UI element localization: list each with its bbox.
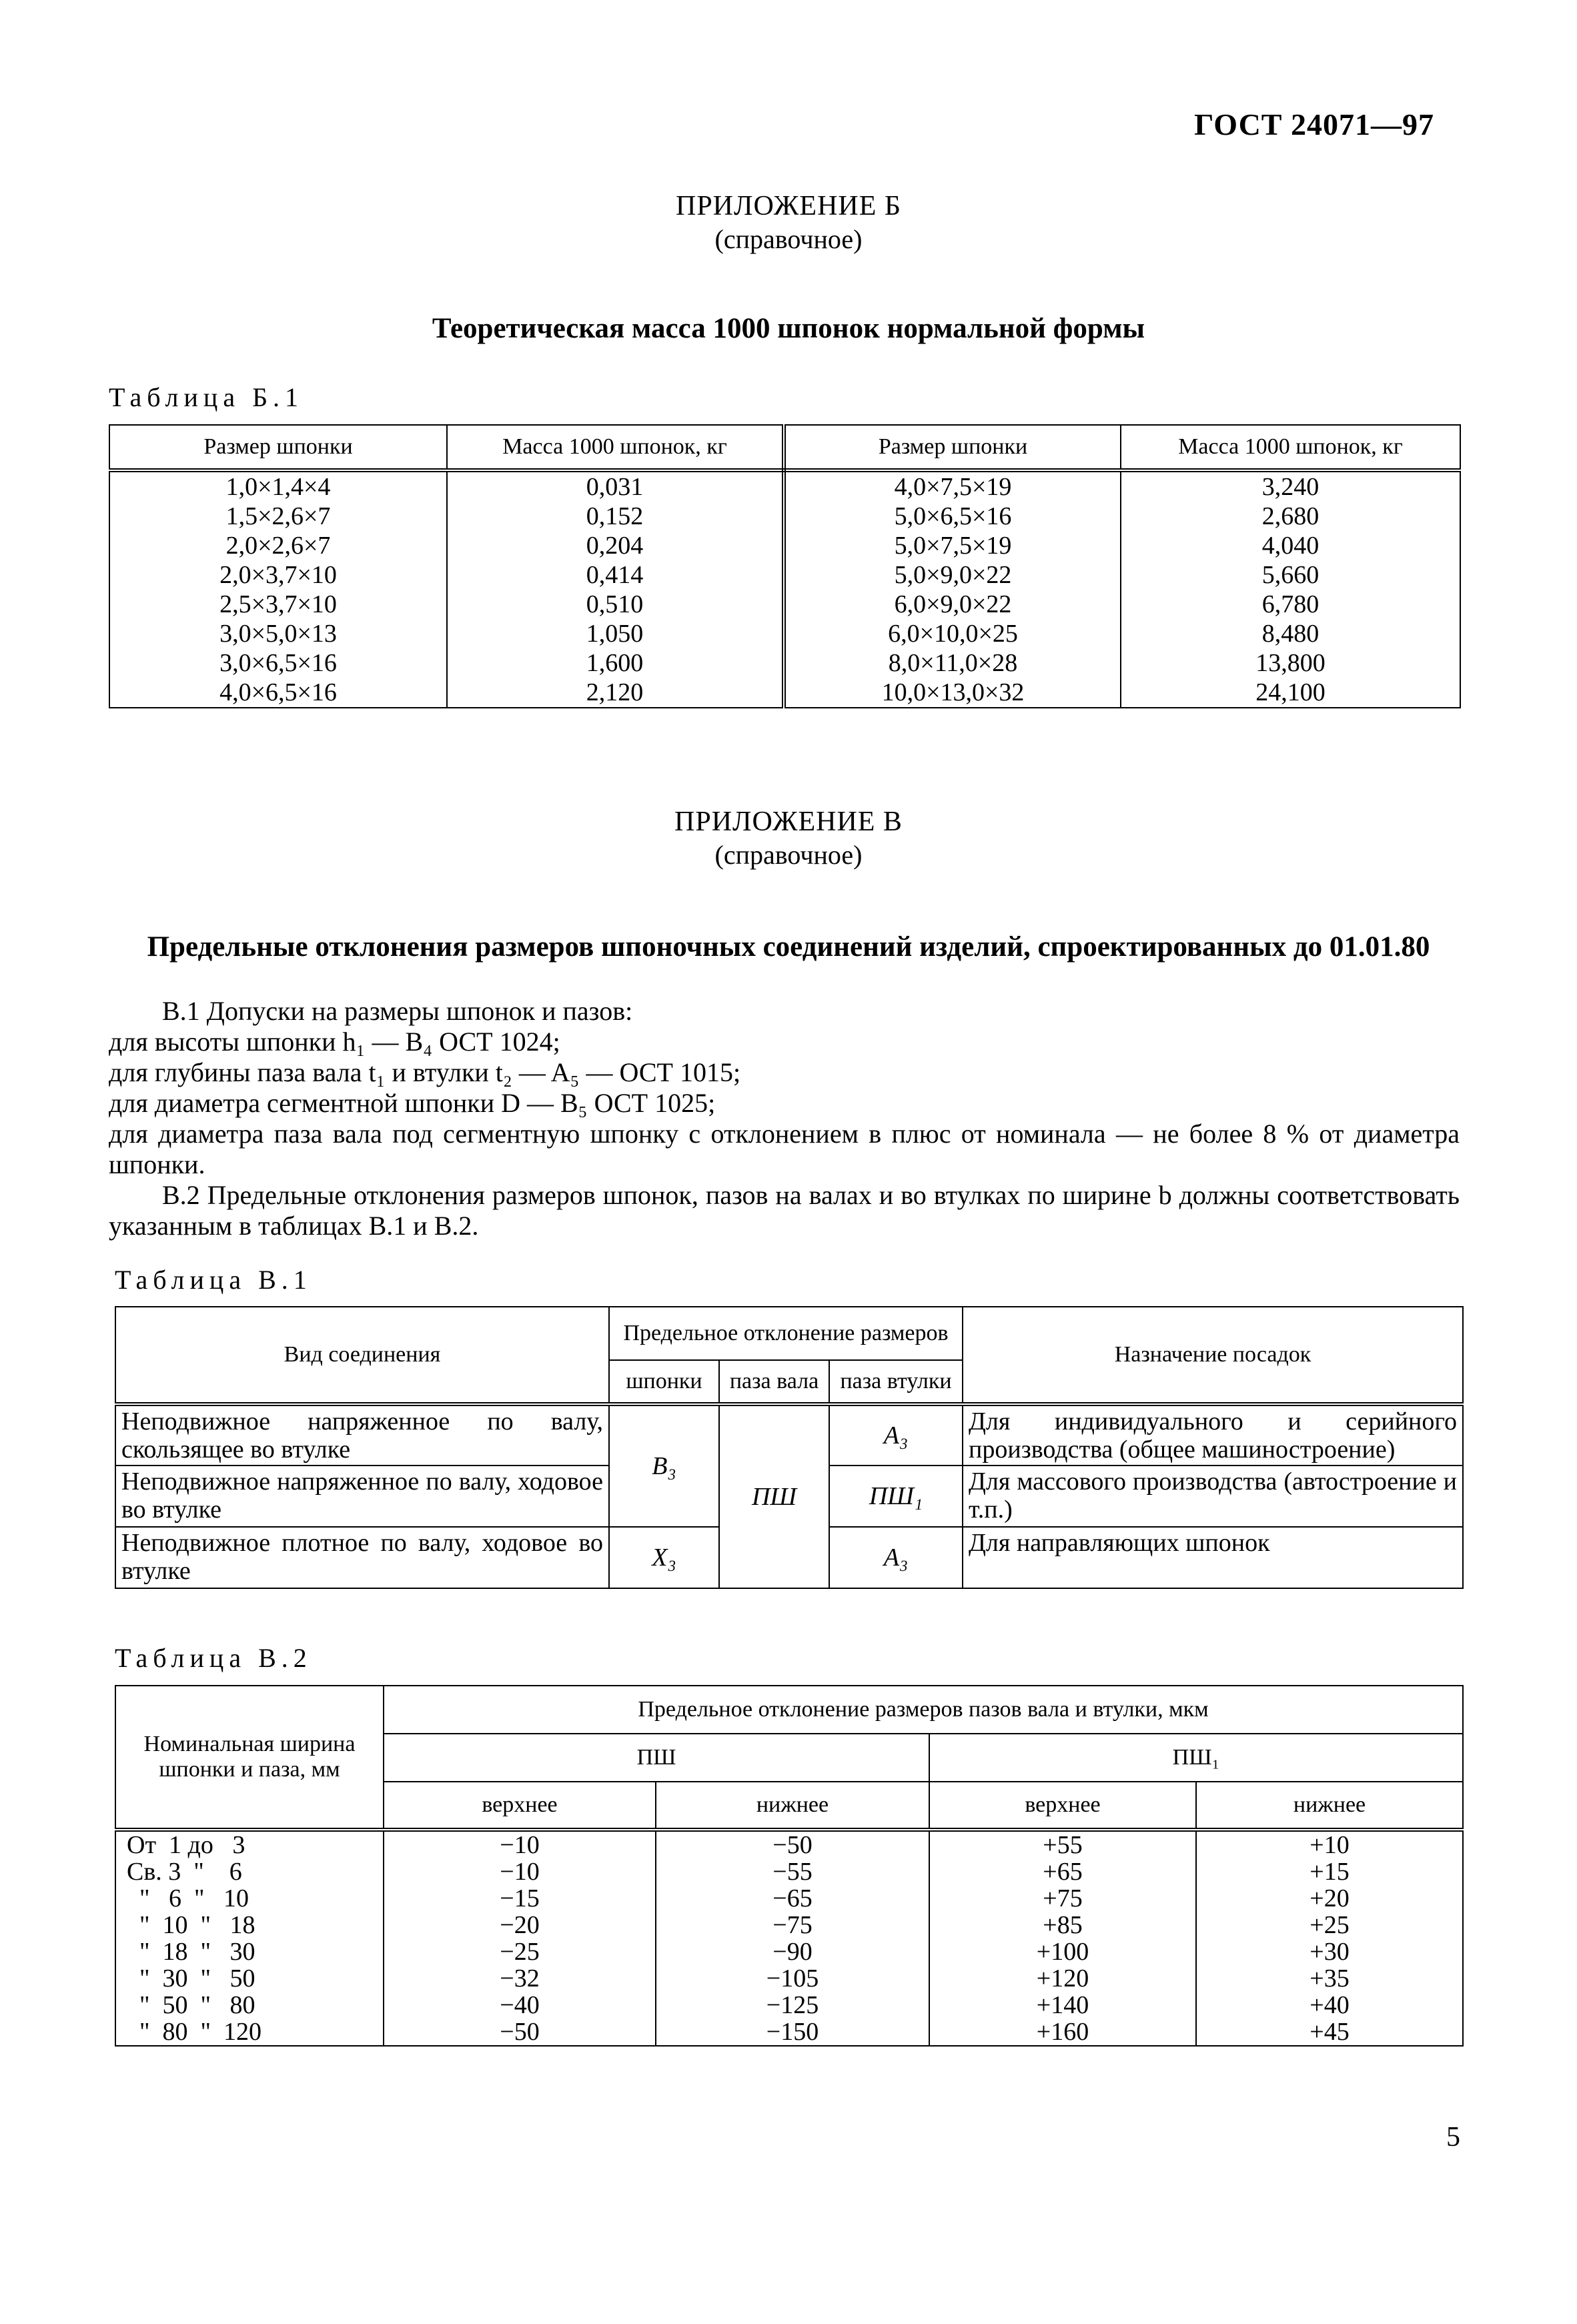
table-row [115, 1965, 1463, 1992]
key-size-cell: 5,0×9,0×22 [784, 560, 1121, 590]
deviation-cell: +120 [929, 1965, 1196, 1992]
table-row [115, 1992, 1463, 2018]
table-v2 [115, 1685, 1464, 2047]
table-v2-header-upper: верхнее [384, 1782, 656, 1830]
width-range-cell: " 30 " 50 [115, 1965, 384, 1992]
table-row [115, 1912, 1463, 1938]
paragraph: В.1 Допуски на размеры шпонок и пазов: [162, 996, 633, 1026]
appendix-b-subtitle: (справочное) [714, 224, 863, 254]
mass-cell: 0,031 [447, 470, 784, 502]
deviation-cell: −125 [656, 1992, 929, 2018]
deviation-cell: −20 [384, 1912, 656, 1938]
table-b1-header: Размер шпонки [784, 425, 1121, 470]
deviation-cell: +10 [1196, 1830, 1463, 1858]
table-v2-header-psh1: ПШ₁ [929, 1734, 1463, 1782]
document-code: ГОСТ 24071—97 [1194, 107, 1434, 141]
width-range-cell: " 50 " 80 [115, 1992, 384, 2018]
mass-cell: 1,050 [447, 619, 784, 648]
deviation-cell: +45 [1196, 2018, 1463, 2046]
table-v1-label: Таблица В.1 [115, 1265, 312, 1295]
table-row [115, 1858, 1463, 1885]
paragraph: для высоты шпонки h₁ — B₄ ОСТ 1024; [109, 1027, 560, 1057]
deviation-cell: +140 [929, 1992, 1196, 2018]
table-v1-cell-hub: ПШ₁ [829, 1466, 963, 1527]
paragraph: для глубины паза вала t₁ и втулки t₂ — A₅ — ОСТ 1015; [109, 1057, 741, 1087]
deviation-cell: −25 [384, 1938, 656, 1965]
table-v1-cell-type: Неподвижное плотное по валу, ходовое во втулке [115, 1527, 609, 1588]
key-size-cell: 1,5×2,6×7 [109, 502, 447, 531]
appendix-b-title: ПРИЛОЖЕНИЕ Б [675, 191, 901, 221]
table-row [115, 1885, 1463, 1912]
table-b1-header: Масса 1000 шпонок, кг [447, 425, 784, 470]
table-row [109, 531, 1460, 560]
table-v2-header-deviation: Предельное отклонение размеров пазов вала и втулки, мкм [384, 1686, 1463, 1734]
deviation-cell: −10 [384, 1858, 656, 1885]
table-v2-header-width: Номинальная ширина шпонки и паза, мм [115, 1686, 384, 1830]
paragraph: В.2 Предельные отклонения размеров шпонок, пазов на валах и во втулках по ширине b должны соответствовать указанным в таблицах В.1 и В.2. [109, 1180, 1460, 1241]
key-size-cell: 5,0×6,5×16 [784, 502, 1121, 531]
table-v2-header-lower: нижнее [1196, 1782, 1463, 1830]
deviation-cell: −40 [384, 1992, 656, 2018]
table-row [109, 470, 1460, 502]
deviation-cell: −55 [656, 1858, 929, 1885]
table-v1-cell-shaft: ПШ [719, 1404, 829, 1588]
deviation-cell: −10 [384, 1830, 656, 1858]
mass-cell: 0,414 [447, 560, 784, 590]
mass-cell: 2,120 [447, 678, 784, 708]
mass-cell: 0,204 [447, 531, 784, 560]
paragraph: для диаметра паза вала под сегментную шпонку с отклонением в плюс от номинала — не более 8 % от диаметра шпонки. [109, 1119, 1460, 1179]
deviation-cell: −75 [656, 1912, 929, 1938]
mass-cell: 8,480 [1121, 619, 1460, 648]
deviation-cell: −105 [656, 1965, 929, 1992]
table-v1-cell-key: X₃ [609, 1527, 719, 1588]
width-range-cell: " 6 " 10 [115, 1885, 384, 1912]
table-b1-header: Масса 1000 шпонок, кг [1121, 425, 1460, 470]
key-size-cell: 2,5×3,7×10 [109, 590, 447, 619]
table-b1 [109, 424, 1461, 708]
table-v1-header-type: Вид соединения [115, 1307, 609, 1404]
table-v1-header-deviation: Предельное отклонение размеров [609, 1307, 963, 1360]
deviation-cell: +20 [1196, 1885, 1463, 1912]
appendix-b-heading: Теоретическая масса 1000 шпонок нормальной формы [432, 313, 1145, 344]
table-row [109, 619, 1460, 648]
key-size-cell: 4,0×7,5×19 [784, 470, 1121, 502]
mass-cell: 4,040 [1121, 531, 1460, 560]
deviation-cell: +160 [929, 2018, 1196, 2046]
table-v2-header-upper: верхнее [929, 1782, 1196, 1830]
key-size-cell: 3,0×6,5×16 [109, 648, 447, 678]
table-v2-header-lower: нижнее [656, 1782, 929, 1830]
table-v1-cell-type: Неподвижное напряженное по валу, скользящее во втулке [115, 1404, 609, 1466]
width-range-cell: " 10 " 18 [115, 1912, 384, 1938]
table-v1-cell-hub: A₃ [829, 1404, 963, 1466]
table-v2-header-psh: ПШ [384, 1734, 929, 1782]
table-row [109, 678, 1460, 708]
table-v1-header-shaft: паза вала [719, 1360, 829, 1404]
appendix-v-title: ПРИЛОЖЕНИЕ В [674, 806, 903, 837]
key-size-cell: 6,0×10,0×25 [784, 619, 1121, 648]
key-size-cell: 3,0×5,0×13 [109, 619, 447, 648]
table-v1-cell-key: B₃ [609, 1404, 719, 1527]
width-range-cell: " 80 " 120 [115, 2018, 384, 2046]
table-v1-header-hub: паза втулки [829, 1360, 963, 1404]
mass-cell: 5,660 [1121, 560, 1460, 590]
appendix-v-text [109, 996, 1460, 1241]
mass-cell: 2,680 [1121, 502, 1460, 531]
key-size-cell: 8,0×11,0×28 [784, 648, 1121, 678]
appendix-v-heading: Предельные отклонения размеров шпоночных соединений изделий, спроектированных до 01.01.80 [147, 931, 1430, 963]
table-row [109, 648, 1460, 678]
table-row [109, 590, 1460, 619]
width-range-cell: От 1 до 3 [115, 1830, 384, 1858]
mass-cell: 13,800 [1121, 648, 1460, 678]
deviation-cell: −15 [384, 1885, 656, 1912]
deviation-cell: +75 [929, 1885, 1196, 1912]
deviation-cell: +15 [1196, 1858, 1463, 1885]
deviation-cell: −50 [656, 1830, 929, 1858]
mass-cell: 24,100 [1121, 678, 1460, 708]
table-v1-cell-hub: A₃ [829, 1527, 963, 1588]
table-v1 [115, 1306, 1464, 1589]
deviation-cell: +25 [1196, 1912, 1463, 1938]
table-b1-label: Таблица Б.1 [109, 382, 304, 412]
deviation-cell: −50 [384, 2018, 656, 2046]
deviation-cell: +35 [1196, 1965, 1463, 1992]
deviation-cell: +55 [929, 1830, 1196, 1858]
key-size-cell: 10,0×13,0×32 [784, 678, 1121, 708]
mass-cell: 3,240 [1121, 470, 1460, 502]
table-b1-header: Размер шпонки [109, 425, 447, 470]
deviation-cell: −150 [656, 2018, 929, 2046]
table-v1-cell-purpose: Для направляющих шпонок [963, 1527, 1463, 1588]
deviation-cell: +65 [929, 1858, 1196, 1885]
deviation-cell: +40 [1196, 1992, 1463, 2018]
table-row [115, 1830, 1463, 1858]
table-row [109, 560, 1460, 590]
appendix-v-subtitle: (справочное) [714, 840, 863, 870]
table-row [109, 502, 1460, 531]
table-row [115, 1938, 1463, 1965]
mass-cell: 6,780 [1121, 590, 1460, 619]
key-size-cell: 4,0×6,5×16 [109, 678, 447, 708]
table-v1-cell-purpose: Для индивидуального и серийного производства (общее машиностроение) [963, 1404, 1463, 1466]
key-size-cell: 5,0×7,5×19 [784, 531, 1121, 560]
key-size-cell: 1,0×1,4×4 [109, 470, 447, 502]
width-range-cell: " 18 " 30 [115, 1938, 384, 1965]
deviation-cell: +100 [929, 1938, 1196, 1965]
table-v2-label: Таблица В.2 [115, 1643, 312, 1673]
mass-cell: 1,600 [447, 648, 784, 678]
deviation-cell: +85 [929, 1912, 1196, 1938]
key-size-cell: 2,0×3,7×10 [109, 560, 447, 590]
deviation-cell: −65 [656, 1885, 929, 1912]
deviation-cell: −32 [384, 1965, 656, 1992]
paragraph: для диаметра сегментной шпонки D — B₅ ОСТ 1025; [109, 1088, 716, 1118]
key-size-cell: 2,0×2,6×7 [109, 531, 447, 560]
table-v1-header-purpose: Назначение посадок [963, 1307, 1463, 1404]
deviation-cell: +30 [1196, 1938, 1463, 1965]
table-row [115, 2018, 1463, 2046]
width-range-cell: Св. 3 " 6 [115, 1858, 384, 1885]
page-number: 5 [1446, 2122, 1460, 2153]
mass-cell: 0,510 [447, 590, 784, 619]
table-v1-header-key: шпонки [609, 1360, 719, 1404]
table-v1-cell-type: Неподвижное напряженное по валу, ходовое во втулке [115, 1466, 609, 1527]
key-size-cell: 6,0×9,0×22 [784, 590, 1121, 619]
table-v1-cell-purpose: Для массового производства (автостроение и т.п.) [963, 1466, 1463, 1527]
mass-cell: 0,152 [447, 502, 784, 531]
deviation-cell: −90 [656, 1938, 929, 1965]
